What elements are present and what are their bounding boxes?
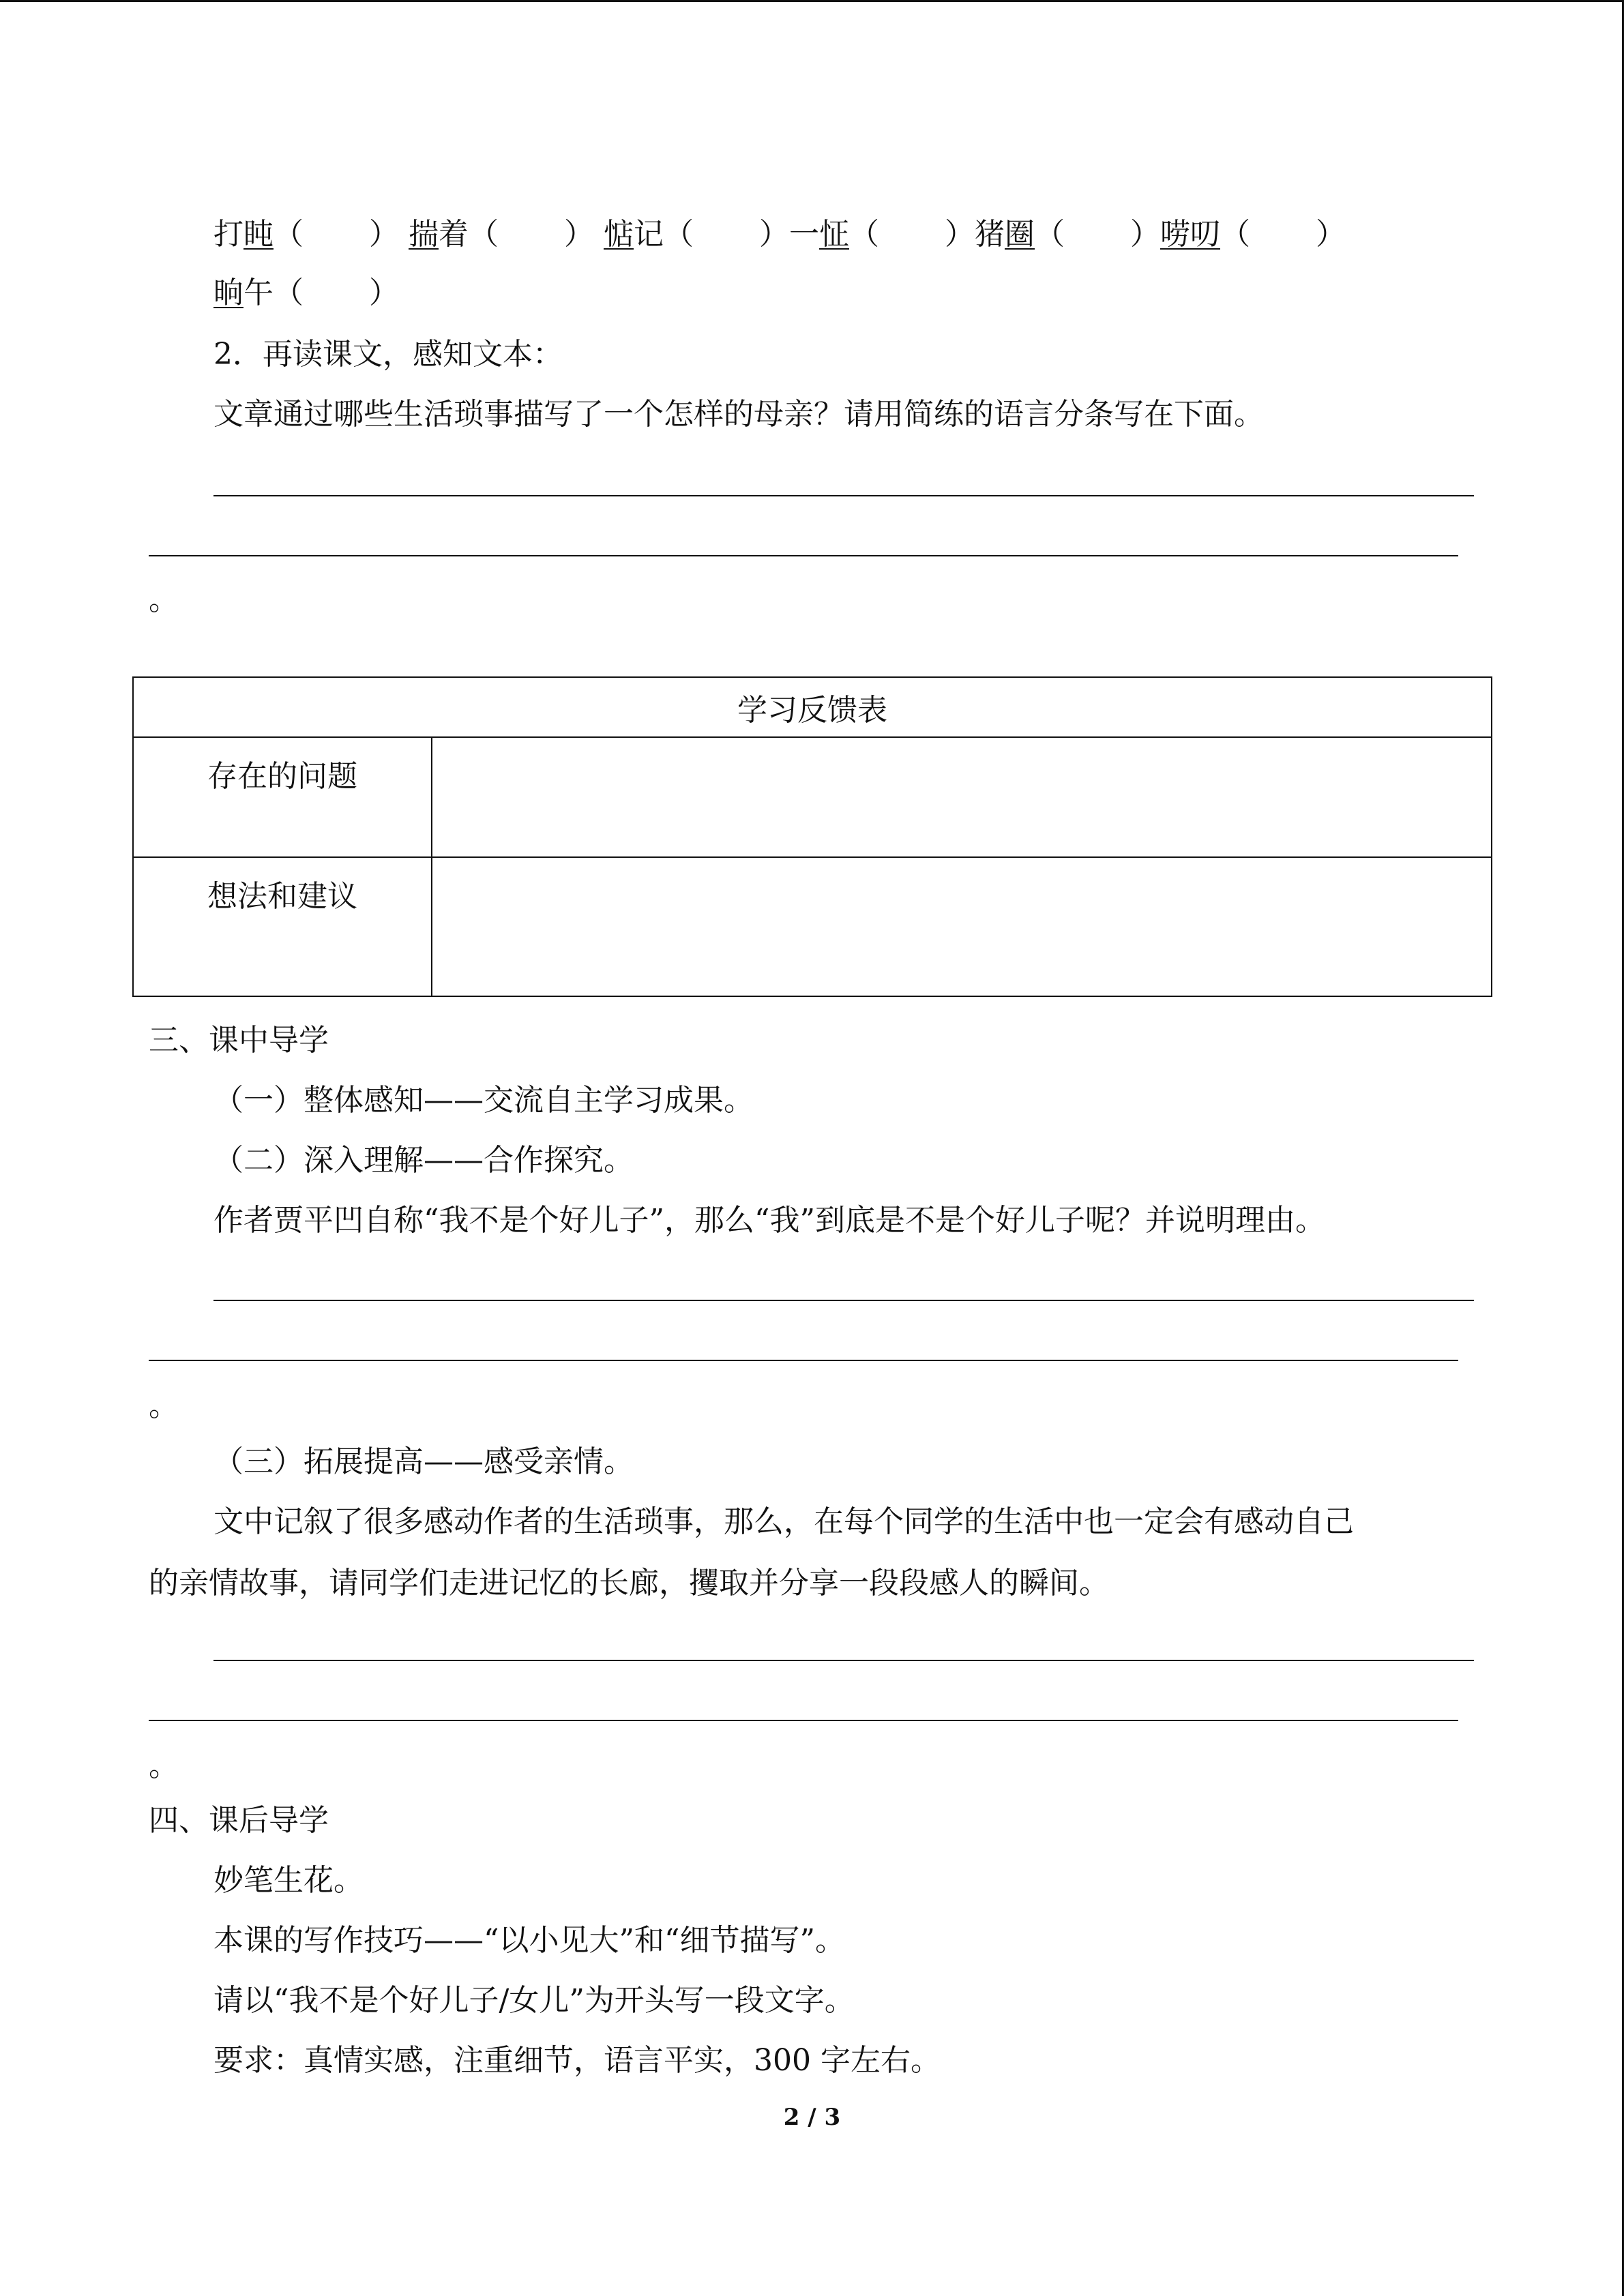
q2-heading: 2．再读课文，感知文本：: [213, 337, 563, 372]
section4-line3: 请以“我不是个好儿子/女儿”为开头写一段文字。: [213, 1983, 855, 2018]
vocab-item: 晌午（ ）: [213, 275, 399, 310]
section4-heading: 四、课后导学: [149, 1803, 329, 1838]
end-mark: 。: [149, 582, 179, 617]
section4-line4: 要求：真情实感，注重细节，语言平实，300 字左右。: [213, 2043, 941, 2078]
section3-part2-question: 作者贾平凹自称“我不是个好儿子”，那么“我”到底是不是个好儿子呢？并说明理由。: [213, 1203, 1325, 1238]
vocab-item: 惦记（ ）: [604, 217, 789, 252]
vocab-item: 打盹（ ）: [213, 217, 399, 252]
feedback-table: [132, 676, 1492, 997]
answer-line[interactable]: [213, 495, 1474, 496]
top-border: [0, 0, 1624, 2]
answer-line[interactable]: [149, 1720, 1458, 1721]
section3-part1: （一）整体感知——交流自主学习成果。: [213, 1083, 754, 1118]
vocab-list-line-2: [213, 273, 399, 314]
section3-part2: （二）深入理解——合作探究。: [213, 1143, 634, 1178]
section4-line1: 妙笔生花。: [213, 1863, 364, 1898]
vocab-item: 揣着（ ）: [409, 217, 594, 252]
q2-prompt: 文章通过哪些生活琐事描写了一个怎样的母亲？请用简练的语言分条写在下面。: [213, 397, 1264, 432]
feedback-row-label: 存在的问题: [133, 737, 432, 857]
answer-line[interactable]: [213, 1660, 1474, 1661]
feedback-title: 学习反馈表: [133, 677, 1492, 737]
answer-line[interactable]: [149, 555, 1458, 556]
vocab-item: 猪圈（ ）: [975, 217, 1160, 252]
answer-line[interactable]: [213, 1300, 1474, 1301]
section3-part3: （三）拓展提高——感受亲情。: [213, 1444, 634, 1479]
vocab-item: 唠叨（ ）: [1160, 217, 1346, 252]
section4-line2: 本课的写作技巧——“以小见大”和“细节描写”。: [213, 1923, 845, 1958]
end-mark: 。: [149, 1388, 179, 1423]
page-number: 2 / 3: [783, 2104, 841, 2131]
section3-part3-question-line1: 文中记叙了很多感动作者的生活琐事，那么，在每个同学的生活中也一定会有感动自己: [213, 1504, 1354, 1539]
vocab-list-line-1: [213, 214, 1346, 255]
answer-line[interactable]: [149, 1360, 1458, 1361]
feedback-row-label: 想法和建议: [133, 857, 432, 996]
feedback-suggestions-cell[interactable]: [432, 857, 1492, 996]
feedback-problems-cell[interactable]: [432, 737, 1492, 857]
end-mark: 。: [149, 1748, 179, 1783]
vocab-item: 一怔（ ）: [789, 217, 975, 252]
section3-heading: 三、课中导学: [149, 1023, 329, 1058]
section3-part3-question-line2: 的亲情故事，请同学们走进记忆的长廊，攫取并分享一段段感人的瞬间。: [149, 1566, 1109, 1600]
